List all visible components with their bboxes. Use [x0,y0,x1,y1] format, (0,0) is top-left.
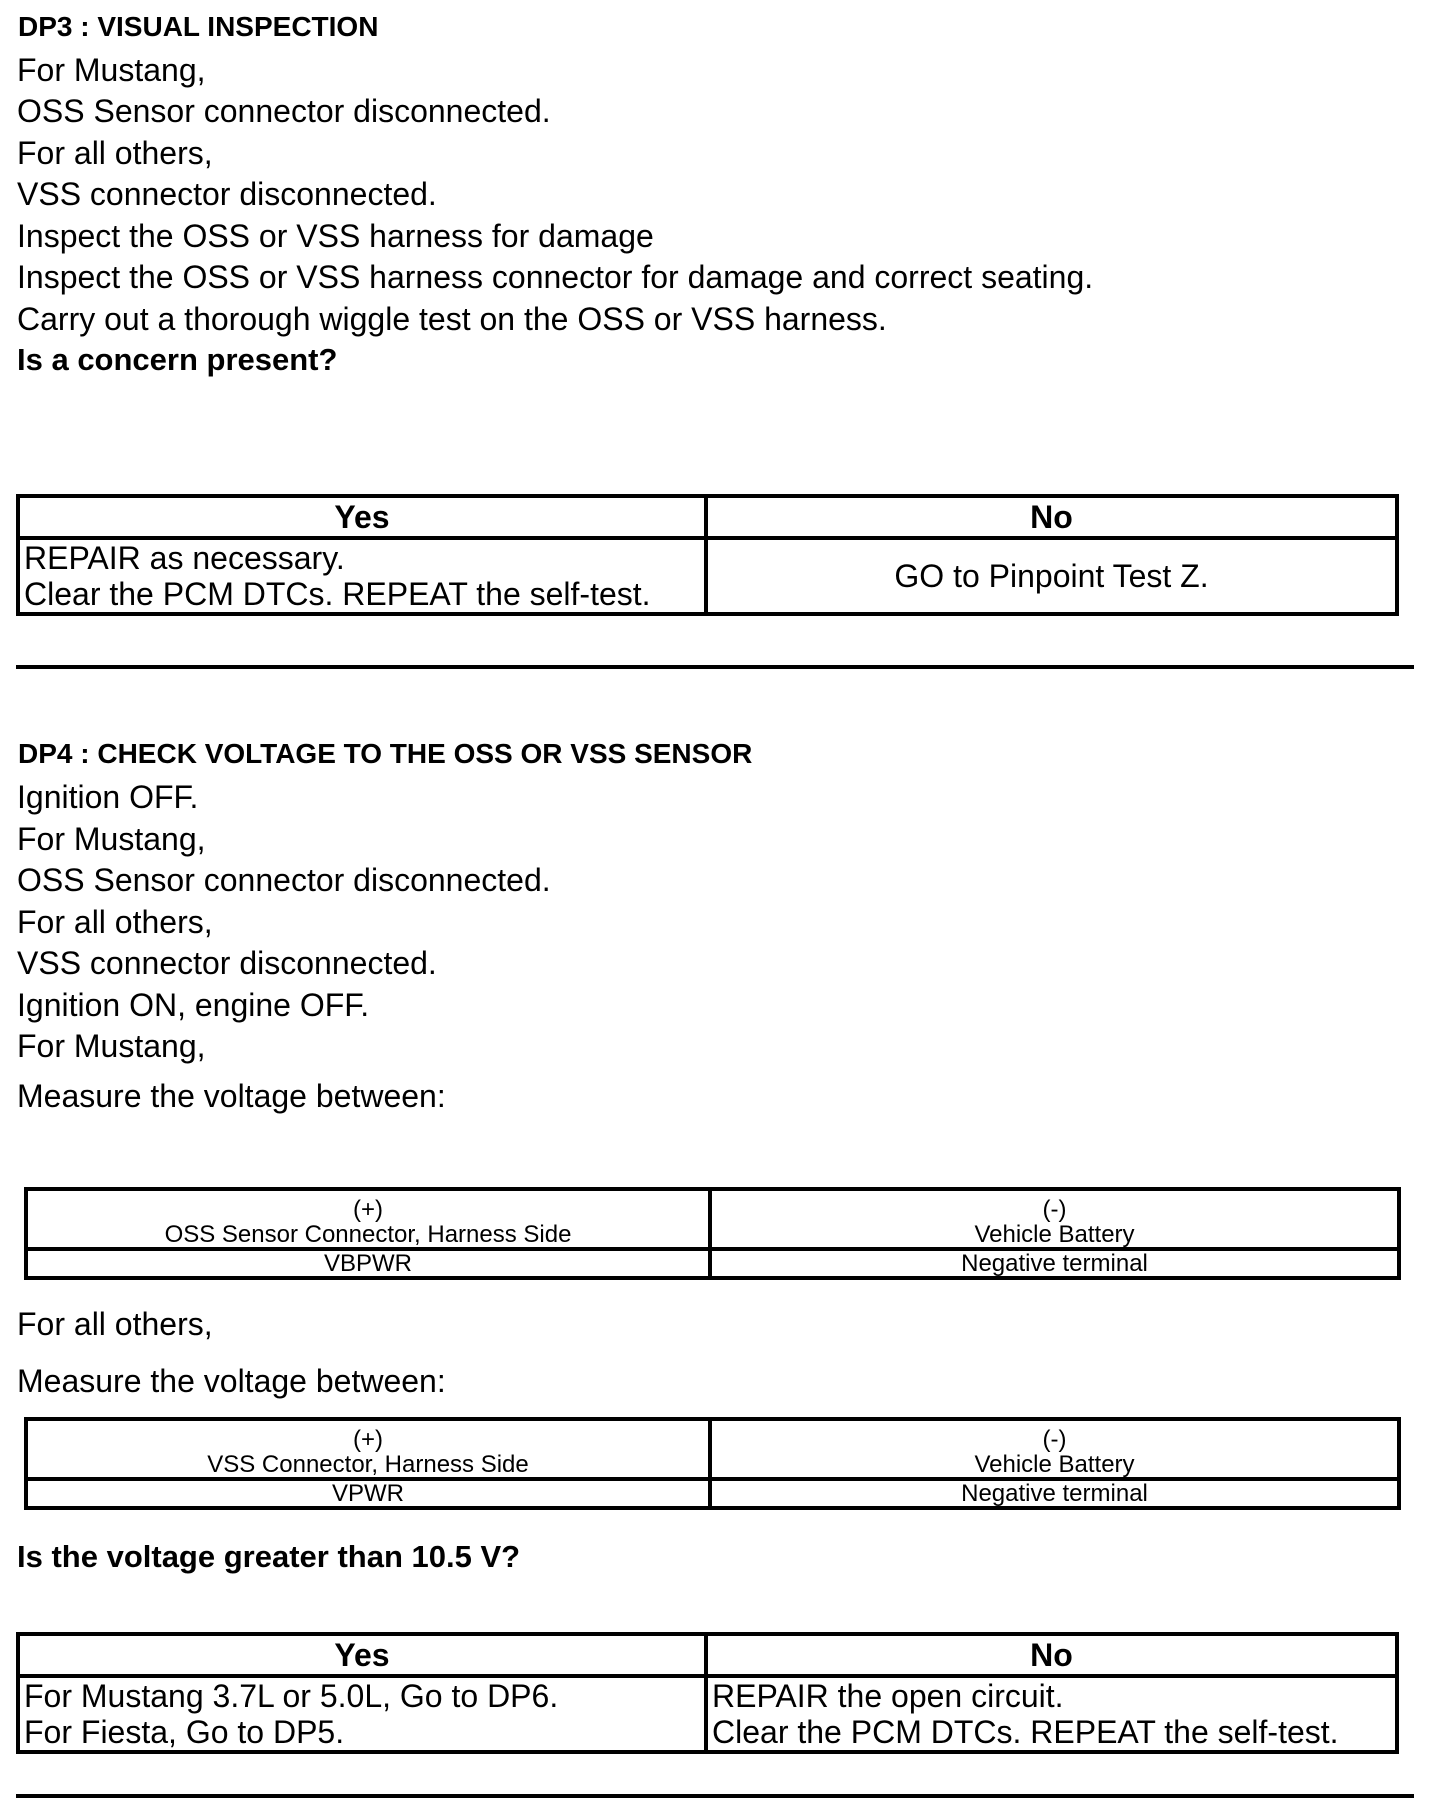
dp3-result-table [16,494,1399,616]
yes-line-2: For Fiesta, Go to DP5. [24,1714,345,1750]
dp3-line-2: OSS Sensor connector disconnected. [17,93,551,129]
dp4-line-6: Ignition ON, engine OFF. [17,987,370,1023]
plus-header-cell [26,1189,710,1249]
dp4-question: Is the voltage greater than 10.5 V? [17,1539,521,1574]
dp3-line-3: For all others, [17,135,213,171]
yes-header: Yes [18,496,706,538]
dp4-line-7: For Mustang, [17,1028,206,1064]
measure-label-2: Measure the voltage between: [17,1363,446,1399]
plus-label: OSS Sensor Connector, Harness Side [164,1221,572,1248]
minus-symbol: (-) [1042,1426,1067,1453]
for-all-others: For all others, [17,1306,213,1342]
minus-label: Vehicle Battery [974,1451,1135,1478]
section-divider [16,665,1414,669]
dp3-line-4: VSS connector disconnected. [17,176,437,212]
plus-symbol: (+) [353,1426,383,1453]
no-cell [706,538,1397,614]
dp4-line-3: OSS Sensor connector disconnected. [17,862,551,898]
dp4-heading: DP4 : CHECK VOLTAGE TO THE OSS OR VSS SENSOR [18,738,753,769]
minus-value: Negative terminal [710,1479,1399,1508]
no-header: No [706,496,1397,538]
yes-line-1: For Mustang 3.7L or 5.0L, Go to DP6. [24,1678,559,1714]
dp4-line-1: Ignition OFF. [17,779,199,815]
plus-header-cell [26,1419,710,1479]
minus-header-cell [710,1189,1399,1249]
minus-label: Vehicle Battery [974,1221,1135,1248]
minus-header-cell [710,1419,1399,1479]
plus-value: VBPWR [26,1249,710,1278]
plus-symbol: (+) [353,1196,383,1223]
minus-symbol: (-) [1042,1196,1067,1223]
dp3-heading: DP3 : VISUAL INSPECTION [18,11,379,42]
no-cell [706,1676,1397,1752]
dp3-line-7: Carry out a thorough wiggle test on the OSS or VSS harness. [17,301,887,337]
dp3-line-1: For Mustang, [17,52,206,88]
dp3-line-5: Inspect the OSS or VSS harness for damage [17,218,654,254]
minus-value: Negative terminal [710,1249,1399,1278]
no-line-1: REPAIR the open circuit. [712,1678,1064,1714]
dp3-line-6: Inspect the OSS or VSS harness connector for damage and correct seating. [17,259,1094,295]
section-divider [16,1794,1414,1798]
measure-table-2 [24,1417,1401,1510]
yes-line-1: REPAIR as necessary. [24,540,345,576]
measure-label-1: Measure the voltage between: [17,1078,446,1114]
dp4-result-table [16,1632,1399,1754]
dp4-line-5: VSS connector disconnected. [17,945,437,981]
no-line-2: Clear the PCM DTCs. REPEAT the self-test. [712,1714,1339,1750]
plus-label: VSS Connector, Harness Side [207,1451,529,1478]
plus-value: VPWR [26,1479,710,1508]
yes-cell [18,538,706,614]
yes-line-2: Clear the PCM DTCs. REPEAT the self-test. [24,576,651,612]
dp4-line-2: For Mustang, [17,821,206,857]
yes-cell [18,1676,706,1752]
yes-header: Yes [18,1634,706,1676]
measure-table-1 [24,1187,1401,1280]
dp4-line-4: For all others, [17,904,213,940]
dp3-question: Is a concern present? [17,342,338,377]
no-header: No [706,1634,1397,1676]
no-line-1: GO to Pinpoint Test Z. [894,558,1209,594]
